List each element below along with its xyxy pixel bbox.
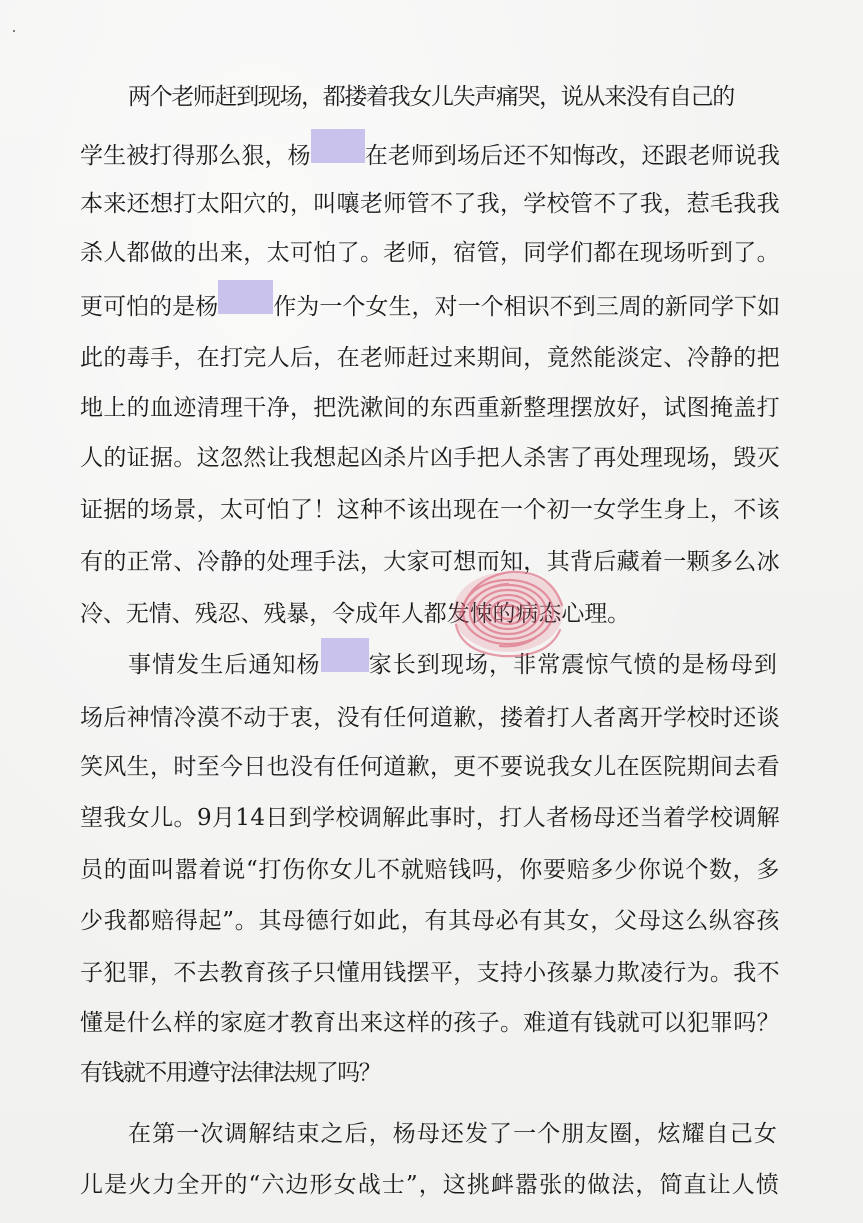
text-line <box>80 335 863 381</box>
text-line <box>80 847 863 893</box>
redaction-box <box>311 129 365 163</box>
text-segment: 少我都赔得起”。其母德行如此，有其母必有其女，父母这么纵容孩 <box>80 908 781 934</box>
text-segment: 更可怕的是杨 <box>80 294 219 320</box>
text-line <box>80 133 863 179</box>
text-segment: 作为一个女生，对一个相识不到三周的新同学下如 <box>273 294 781 320</box>
text-segment: 证据的场景，太可怕了！这种不该出现在一个初一女学生身上，不该 <box>80 497 780 523</box>
text-line <box>80 695 863 741</box>
text-segment: 在老师到场后还不知悔改，还跟老师说我 <box>364 143 780 169</box>
scan-speck <box>13 30 15 32</box>
text-segment: 场后神情冷漠不动于衷，没有任何道歉，搂着打人者离开学校时还谈 <box>80 705 780 731</box>
redaction-box <box>321 638 369 672</box>
text-line <box>80 950 863 996</box>
text-line <box>80 744 863 790</box>
text-line <box>80 284 863 330</box>
text-segment: 在第一次调解结束之后，杨母还发了一个朋友圈，炫耀自己女 <box>128 1121 778 1147</box>
text-segment: 望我女儿。9月14日到学校调解此事时，打人者杨母还当着学校调解 <box>80 805 780 831</box>
text-line <box>128 1111 863 1157</box>
text-segment: 子犯罪，不去教育孩子只懂用钱摆平，支持小孩暴力欺凌行为。我不 <box>80 960 780 986</box>
text-line <box>80 898 863 944</box>
text-segment: 事情发生后通知杨 <box>128 652 321 678</box>
text-segment: 冷、无情、残忍、残暴，令成年人都发悚的病态心理。 <box>80 601 631 627</box>
text-segment: 儿是火力全开的“六边形女战士”，这挑衅嚣张的做法，简直让人愤 <box>80 1172 780 1198</box>
text-segment: 家长到现场，非常震惊气愤的是杨母到 <box>368 652 779 678</box>
text-line <box>80 1000 863 1046</box>
text-line <box>80 181 863 227</box>
text-segment: 人的证据。这忽然让我想起凶杀片凶手把人杀害了再处理现场，毁灭 <box>80 445 780 471</box>
text-segment: 懂是什么样的家庭才教育出来这样的孩子。难道有钱就可以犯罪吗？ <box>80 1010 780 1036</box>
text-segment: 此的毒手，在打完人后，在老师赶过来期间，竟然能淡定、冷静的把 <box>80 345 780 371</box>
text-line <box>80 539 863 585</box>
redaction-box <box>218 280 273 314</box>
text-line <box>80 230 863 276</box>
text-segment: 两个老师赶到现场，都搂着我女儿失声痛哭，说从来没有自己的 <box>128 84 734 110</box>
text-line <box>128 642 863 688</box>
text-line <box>80 1162 863 1208</box>
text-segment: 有钱就不用遵守法律法规了吗？ <box>80 1060 381 1086</box>
text-segment: 有的正常、冷静的处理手法，大家可想而知，其背后藏着一颗多么冰 <box>80 549 780 575</box>
text-segment: 笑风生，时至今日也没有任何道歉，更不要说我女儿在医院期间去看 <box>80 754 780 780</box>
text-line <box>80 385 863 431</box>
text-segment: 杀人都做的出来，太可怕了。老师，宿管，同学们都在现场听到了。 <box>80 240 780 266</box>
text-segment: 学生被打得那么狠，杨 <box>80 143 311 169</box>
text-segment: 本来还想打太阳穴的，叫嚷老师管不了我，学校管不了我，惹毛我我 <box>80 191 780 217</box>
text-line <box>80 795 863 841</box>
text-line <box>80 487 863 533</box>
text-line <box>80 435 863 481</box>
text-segment: 员的面叫嚣着说“打伤你女儿不就赔钱吗，你要赔多少你说个数，多 <box>80 857 781 883</box>
text-line <box>80 591 863 637</box>
text-line <box>80 1050 863 1096</box>
text-segment: 地上的血迹清理干净，把洗漱间的东西重新整理摆放好，试图掩盖打 <box>80 395 780 421</box>
text-line <box>128 74 863 120</box>
